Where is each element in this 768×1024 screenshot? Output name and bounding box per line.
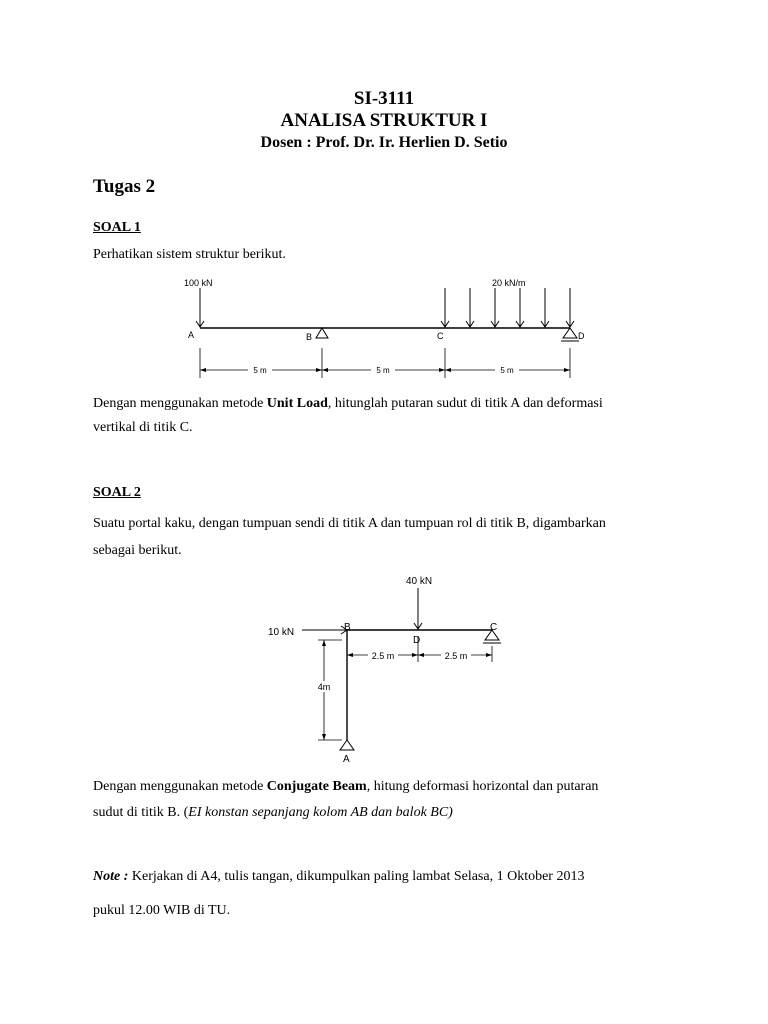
load-10kn-label: 10 kN bbox=[268, 627, 295, 638]
support-b-icon bbox=[316, 328, 328, 338]
node-b-label: B bbox=[344, 622, 351, 633]
support-d-icon bbox=[563, 328, 577, 338]
note-line1: Note : Kerjakan di A4, tulis tangan, dikumpulkan paling lambat Selasa, 1 Oktober 2013 bbox=[93, 869, 585, 884]
soal1-beam-diagram bbox=[180, 272, 600, 384]
node-b-label: B bbox=[306, 332, 313, 342]
node-d-label: D bbox=[578, 331, 585, 341]
soal1-question-line2: vertikal di titik C. bbox=[93, 420, 193, 435]
soal2-question-line2: sudut di titik B. (EI konstan sepanjang kolom AB dan balok BC) bbox=[93, 805, 453, 820]
course-code: SI-3111 bbox=[353, 88, 415, 109]
load-40kn-label: 40 kN bbox=[406, 576, 433, 587]
distributed-load-arrows bbox=[441, 288, 574, 327]
span3-label: 5 m bbox=[500, 366, 514, 375]
soal2-heading: SOAL 2 bbox=[93, 485, 141, 500]
course-name: ANALISA STRUKTUR I bbox=[280, 110, 488, 131]
node-c-label: C bbox=[490, 622, 498, 633]
assignment-title: Tugas 2 bbox=[93, 176, 156, 197]
support-a-icon bbox=[340, 740, 354, 750]
span2-label: 5 m bbox=[376, 366, 390, 375]
soal2-intro-line2: sebagai berikut. bbox=[93, 543, 182, 558]
soal1-intro: Perhatikan sistem struktur berikut. bbox=[93, 247, 286, 262]
load-20knm-label: 20 kN/m bbox=[492, 278, 526, 288]
height-label: 4m bbox=[317, 682, 331, 692]
node-c-label: C bbox=[437, 331, 444, 341]
soal2-frame-diagram bbox=[262, 570, 512, 766]
note-line2: pukul 12.00 WIB di TU. bbox=[93, 903, 231, 918]
node-a-label: A bbox=[188, 330, 195, 340]
span-dc-label: 2.5 m bbox=[444, 651, 468, 661]
span1-label: 5 m bbox=[253, 366, 267, 375]
span-bd-label: 2.5 m bbox=[371, 651, 395, 661]
soal1-heading: SOAL 1 bbox=[93, 220, 141, 235]
node-d-label: D bbox=[413, 635, 421, 646]
soal2-intro-line1: Suatu portal kaku, dengan tumpuan sendi di titik A dan tumpuan rol di titik B, digambarkan bbox=[93, 516, 606, 531]
load-100kn-label: 100 kN bbox=[184, 278, 213, 288]
soal2-question-line1: Dengan menggunakan metode Conjugate Beam, hitung deformasi horizontal dan putaran bbox=[93, 779, 599, 794]
soal1-question-line1: Dengan menggunakan metode Unit Load, hitunglah putaran sudut di titik A dan deformasi bbox=[93, 396, 603, 411]
node-a-label: A bbox=[343, 754, 350, 765]
lecturer-line: Dosen : Prof. Dr. Ir. Herlien D. Setio bbox=[260, 134, 508, 151]
